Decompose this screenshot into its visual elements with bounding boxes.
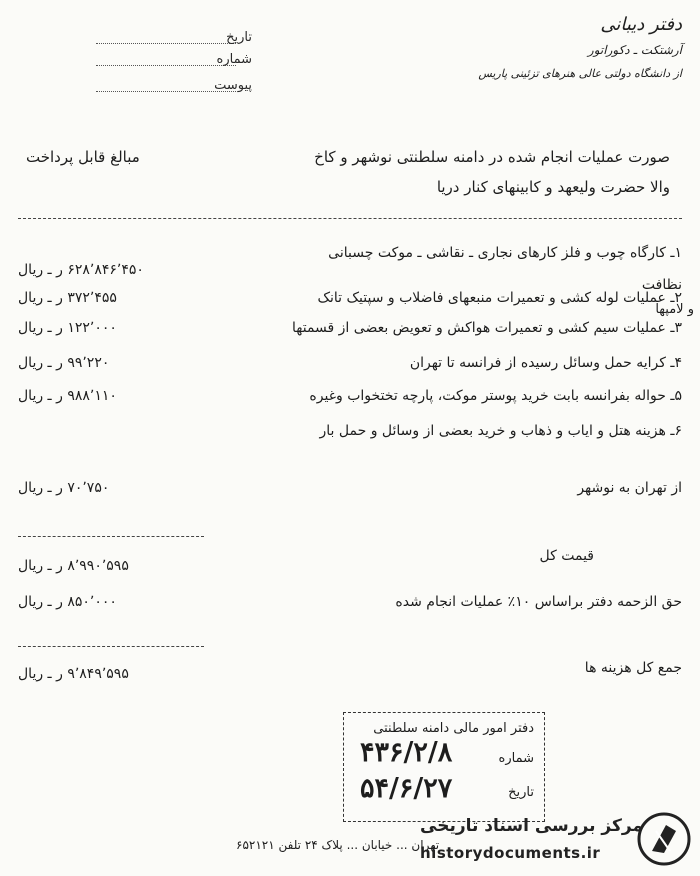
- attachment-label: پیوست: [214, 78, 252, 93]
- divider-top: [18, 218, 682, 219]
- divider-grand: [18, 646, 204, 647]
- title-line2: والا حضرت ولیعهد و کابینهای کنار دریا: [436, 178, 670, 196]
- item-amount: ۹۸۸٬۱۱۰ ر ـ ریال: [18, 388, 117, 404]
- item-text: ۴ـ کرایه حمل وسائل رسیده از فرانسه تا تهران: [409, 355, 682, 371]
- total-label: قیمت کل: [539, 548, 594, 564]
- divider-subtotal: [18, 536, 204, 537]
- item-text: از تهران به نوشهر: [577, 480, 682, 496]
- watermark-name: مرکز بررسی اسناد تاریخی: [420, 816, 643, 836]
- grand-amount: ۹٬۸۴۹٬۵۹۵ ر ـ ریال: [18, 666, 129, 682]
- date-label: تاریخ: [226, 30, 252, 45]
- stamp-date-value: ۵۴/۶/۲۷: [360, 773, 453, 804]
- registration-stamp: [343, 712, 545, 822]
- grand-label: جمع کل هزینه ها: [584, 660, 682, 676]
- letterhead: [478, 14, 682, 80]
- letterhead-line1: دفتر دیبانی: [600, 14, 682, 35]
- stamp-number-value: ۴۳۶/۲/۸: [360, 737, 453, 768]
- watermark-url: historydocuments.ir: [420, 844, 601, 862]
- letterhead-line3: از دانشگاه دولتی عالی هنرهای تزئینی پاریس: [478, 67, 682, 80]
- item-text: نظافت: [641, 277, 682, 293]
- amounts-heading: مبالغ قابل پرداخت: [26, 148, 140, 166]
- watermark: [420, 808, 692, 870]
- total-amount: ۸٬۹۹۰٬۵۹۵ ر ـ ریال: [18, 558, 129, 574]
- side-note: و لامپها: [655, 302, 694, 317]
- item-text: ۵ـ حواله بفرانسه بابت خرید پوستر موکت، پارچه تختخواب وغیره: [309, 388, 682, 404]
- footer-address: تهران ... خیابان ... پلاک ۲۴ تلفن ۶۵۲۱۲۱: [236, 838, 440, 852]
- item-text: ۲ـ عملیات لوله کشی و تعمیرات منبعهای فاضلاب و سپتیک تانک: [317, 290, 682, 306]
- fee-amount: ۸۵۰٬۰۰۰ ر ـ ریال: [18, 594, 117, 610]
- number-label: شماره: [216, 52, 252, 67]
- item-text: ۶ـ هزینه هتل و ایاب و ذهاب و خرید بعضی از وسائل و حمل بار: [319, 423, 682, 439]
- archive-logo-icon: [636, 811, 692, 867]
- item-text: ۱ـ کارگاه چوب و فلز کارهای نجاری ـ نقاشی ـ موکت چسبانی: [328, 245, 682, 261]
- stamp-number-label: شماره: [498, 751, 534, 766]
- letterhead-line2: آرشتکت ـ دکوراتور: [587, 43, 682, 57]
- stamp-office: دفتر امور مالی دامنه سلطنتی: [373, 721, 534, 736]
- item-amount: ۱۲۲٬۰۰۰ ر ـ ریال: [18, 320, 117, 336]
- fee-label: حق الزحمه دفتر براساس ۱۰٪ عملیات انجام شده: [395, 594, 682, 610]
- item-text: ۳ـ عملیات سیم کشی و تعمیرات هواکش و تعویض بعضی از قسمتها: [292, 320, 682, 336]
- title-line1: صورت عملیات انجام شده در دامنه سلطنتی نوشهر و کاخ: [314, 148, 670, 166]
- item-amount: ۶۲۸٬۸۴۶٬۴۵۰ ر ـ ریال: [18, 262, 144, 278]
- item-amount: ۷۰٬۷۵۰ ر ـ ریال: [18, 480, 110, 496]
- item-amount: ۹۹٬۲۲۰ ر ـ ریال: [18, 355, 110, 371]
- item-amount: ۳۷۲٬۴۵۵ ر ـ ریال: [18, 290, 117, 306]
- stamp-date-label: تاریخ: [508, 785, 534, 800]
